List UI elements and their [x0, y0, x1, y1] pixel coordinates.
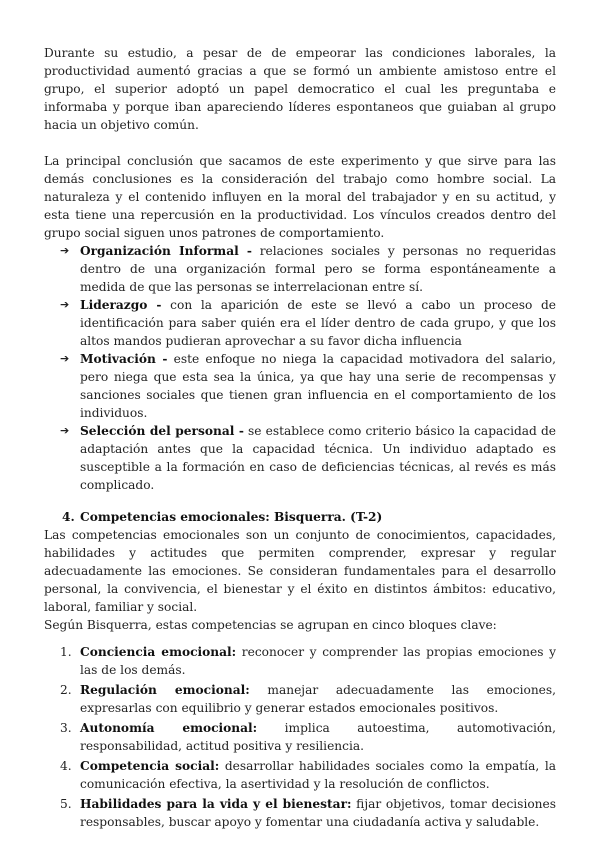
list-item-term: Habilidades para la vida y el bienestar: [80, 797, 352, 811]
list-item-term: Autonomía emocional: [80, 721, 258, 735]
list-item [60, 681, 557, 717]
list-item-text: este enfoque no niega la capacidad motivadora del salario, pero niega que esta sea la única, ya que hay una serie de recompensas y sanciones sociales que tienen gran influencia en el comportamiento de los individuos. [80, 352, 556, 420]
section-number: 4. [62, 510, 75, 524]
list-item-number: 4. [60, 759, 72, 773]
list-item-term: Organización Informal - [80, 244, 252, 258]
list-item-term: Conciencia emocional: [80, 645, 237, 659]
concept-list [44, 242, 556, 494]
competencies-list [44, 643, 556, 831]
list-item-number: 3. [60, 721, 72, 735]
list-item-number: 5. [60, 797, 72, 811]
list-item-text: fijar objetivos, tomar decisiones responsables, buscar apoyo y fomentar una ciudadanía activa y saludable. [80, 797, 556, 829]
list-item [60, 350, 556, 422]
section-intro-line: Según Bisquerra, estas competencias se agrupan en cinco bloques clave: [44, 618, 497, 632]
list-item [60, 757, 556, 793]
list-item-term: Motivación - [80, 352, 168, 366]
list-item [60, 242, 556, 296]
list-item-text: con la aparición de este se llevó a cabo un proceso de identificación para saber quién era el líder dentro de cada grupo, y que los altos mandos pudieran aprovechar a su favor dicha influencia [80, 298, 556, 348]
list-item-text: se establece como criterio básico la capacidad de adaptación antes que la capacidad técnica. Un individuo adaptado es susceptible a la formación en caso de deficiencias técnicas, al revés es más complicado. [80, 424, 556, 492]
list-item-text: implica autoestima, automotivación, responsabilidad, actitud positiva y resiliencia. [80, 721, 556, 753]
list-item [60, 422, 556, 494]
list-item-number: 2. [60, 683, 72, 697]
list-item-text: manejar adecuadamente las emociones, expresarlas con equilibrio y generar estados emocionales positivos. [80, 683, 557, 715]
list-item [60, 795, 556, 831]
section-title: Competencias emocionales: Bisquerra. (T-2) [80, 510, 383, 524]
arrow-icon: ➔ [60, 352, 70, 365]
list-item-term: Competencia social: [80, 759, 220, 773]
arrow-icon: ➔ [60, 244, 70, 257]
intro-paragraph: Durante su estudio, a pesar de de empeorar las condiciones laborales, la productividad aumentó gracias a que se formó un ambiente amistoso entre el grupo, el superior adoptó un papel democratico el cual les preguntaba e informaba y porque iban apareciendo líderes espontaneos que guiaban al grupo hacia un objetivo común. [44, 46, 556, 132]
section-heading [44, 508, 556, 526]
arrow-icon: ➔ [60, 424, 70, 437]
list-item-term: Liderazgo - [80, 298, 162, 312]
list-item-text: relaciones sociales y personas no requeridas dentro de una organización formal pero se forma espontáneamente a medida de que las personas se interrelacionan entre sí. [80, 244, 556, 294]
list-item-term: Regulación emocional: [80, 683, 250, 697]
section-paragraph: Las competencias emocionales son un conjunto de conocimientos, capacidades, habilidades y actitudes que permiten comprender, expresar y regular adecuadamente las emociones. Se consideran fundamentales para el desarrollo personal, la convivencia, el bienestar y el éxito en distintos ámbitos: educativo, laboral, familiar y social. [44, 528, 556, 614]
conclusion-paragraph: La principal conclusión que sacamos de este experimento y que sirve para las demás conclusiones es la consideración del trabajo como hombre social. La naturaleza y el contenido influyen en la moral del trabajador y en su actitud, y esta tiene una repercusión en la productividad. Los vínculos creados dentro del grupo social siguen unos patrones de comportamiento. [44, 154, 556, 240]
list-item-term: Selección del personal - [80, 424, 244, 438]
list-item-number: 1. [60, 645, 72, 659]
list-item-text: reconocer y comprender las propias emociones y las de los demás. [80, 645, 556, 677]
list-item [60, 643, 556, 679]
arrow-icon: ➔ [60, 298, 70, 311]
list-item [60, 296, 556, 350]
list-item-text: desarrollar habilidades sociales como la empatía, la comunicación efectiva, la asertividad y la resolución de conflictos. [80, 759, 556, 791]
list-item [60, 719, 556, 755]
